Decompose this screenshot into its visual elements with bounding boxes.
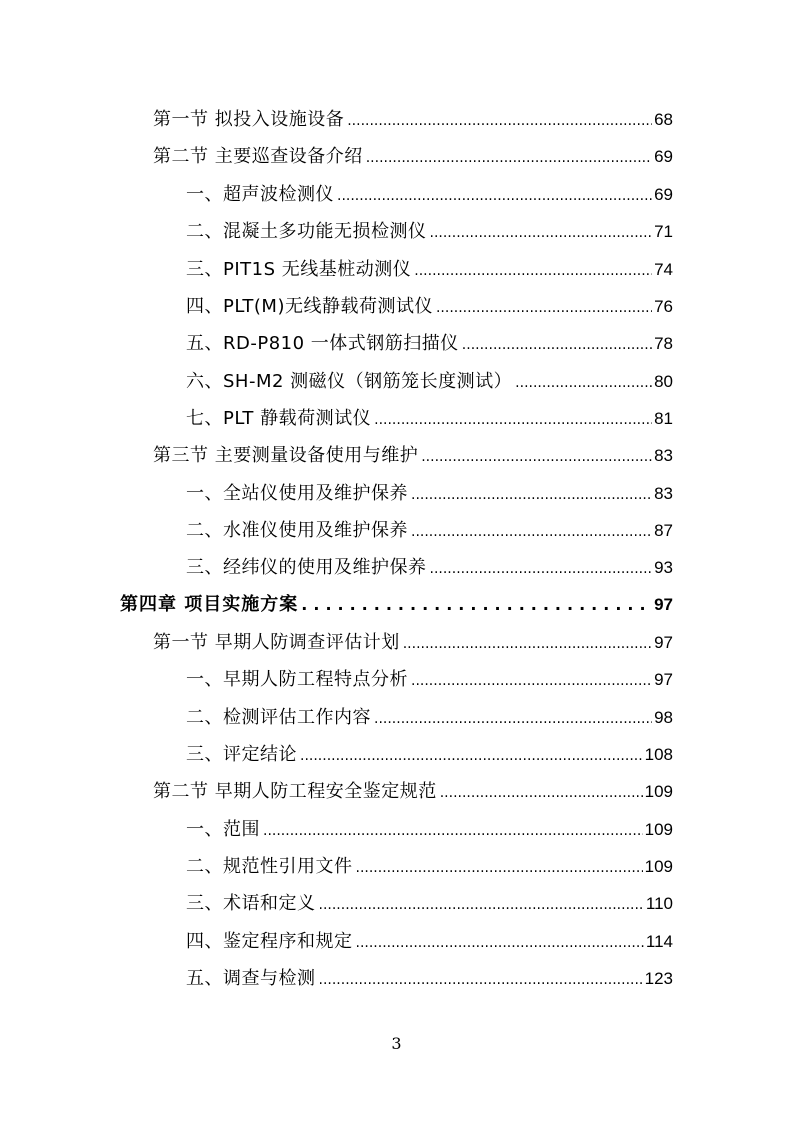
toc-entry-item[interactable]	[186, 256, 673, 284]
toc-entry-label: 三、术语和定义	[186, 893, 316, 914]
toc-entry-label: 四、PLT(M)无线静载荷测试仪	[186, 296, 433, 317]
toc-entry-label: 一、早期人防工程特点分析	[186, 669, 408, 690]
dot-leader	[421, 443, 652, 471]
toc-entry-label: 二、规范性引用文件	[186, 856, 353, 877]
toc-entry-item[interactable]	[186, 517, 673, 545]
toc-entry-page: 123	[644, 969, 673, 988]
toc-entry-item[interactable]	[186, 816, 673, 844]
toc-entry-label: 第三节 主要测量设备使用与维护	[153, 445, 419, 466]
dot-leader	[319, 891, 644, 919]
toc-entry-label: 一、范围	[186, 819, 260, 840]
dot-leader	[436, 294, 652, 322]
toc-entry-label: 二、混凝土多功能无损检测仪	[186, 221, 427, 242]
toc-entry-item[interactable]	[186, 965, 673, 993]
toc-entry-label: 六、SH-M2 测磁仪（钢筋笼长度测试）	[186, 371, 513, 392]
toc-entry-label: 第四章 项目实施方案	[120, 594, 299, 615]
toc-entry-page: 109	[644, 857, 673, 876]
toc-entry-page: 97	[654, 670, 673, 689]
dot-leader	[356, 854, 643, 882]
toc-entry-section[interactable]	[153, 629, 673, 657]
toc-entry-page: 98	[654, 708, 673, 727]
toc-entry-item[interactable]	[186, 554, 673, 582]
dot-leader	[414, 257, 652, 285]
dot-leader	[366, 144, 652, 172]
toc-entry-label: 一、超声波检测仪	[186, 184, 334, 205]
toc-entry-page: 83	[654, 484, 673, 503]
toc-entry-label: 第二节 主要巡查设备介绍	[153, 146, 363, 167]
toc-entry-page: 74	[654, 260, 673, 279]
toc-entry-chapter[interactable]	[120, 591, 673, 619]
dot-leader	[356, 929, 644, 957]
page-number: 3	[391, 1034, 402, 1053]
toc-entry-page: 87	[654, 521, 673, 540]
toc-entry-label: 三、经纬仪的使用及维护保养	[186, 557, 427, 578]
toc-entry-page: 69	[654, 147, 673, 166]
toc-entry-item[interactable]	[186, 181, 673, 209]
toc-entry-item[interactable]	[186, 853, 673, 881]
toc-entry-item[interactable]	[186, 741, 673, 769]
toc-entry-item[interactable]	[186, 218, 673, 246]
dot-leader	[462, 331, 652, 359]
dot-leader	[515, 369, 652, 397]
toc-entry-page: 110	[645, 894, 673, 913]
toc-entry-page: 114	[645, 932, 673, 951]
toc-entry-page: 97	[654, 633, 673, 652]
toc-entry-label: 一、全站仪使用及维护保养	[186, 483, 408, 504]
toc-entry-item[interactable]	[186, 368, 673, 396]
dot-leader	[347, 107, 652, 135]
dot-leader	[430, 555, 653, 583]
toc-entry-page: 69	[654, 185, 673, 204]
dot-leader	[430, 219, 653, 247]
toc-entry-label: 三、评定结论	[186, 744, 297, 765]
toc-entry-page: 81	[654, 409, 673, 428]
toc-entry-page: 109	[644, 782, 673, 801]
toc-entry-section[interactable]	[153, 778, 673, 806]
toc-entry-section[interactable]	[153, 442, 673, 470]
dot-leader	[374, 705, 652, 733]
toc-entry-item[interactable]	[186, 928, 673, 956]
toc-entry-item[interactable]	[186, 330, 673, 358]
toc-entry-item[interactable]	[186, 890, 673, 918]
dot-leader	[263, 817, 643, 845]
toc-entry-page: 83	[654, 446, 673, 465]
toc-entry-page: 97	[654, 595, 673, 614]
toc-entry-label: 二、水准仪使用及维护保养	[186, 520, 408, 541]
toc-entry-label: 第二节 早期人防工程安全鉴定规范	[153, 781, 437, 802]
dot-leader	[337, 182, 652, 210]
dot-leader	[440, 779, 643, 807]
dot-leader	[403, 630, 652, 658]
toc-entry-page: 109	[644, 820, 673, 839]
dot-leader	[374, 406, 652, 434]
dot-leader	[300, 742, 643, 770]
toc-entry-page: 78	[654, 334, 673, 353]
toc-entry-item[interactable]	[186, 666, 673, 694]
toc-entry-label: 五、调查与检测	[186, 968, 316, 989]
toc-entry-label: 三、PIT1S 无线基桩动测仪	[186, 259, 412, 280]
dot-leader	[411, 481, 652, 509]
toc-entry-page: 68	[654, 110, 673, 129]
toc-entry-item[interactable]	[186, 405, 673, 433]
toc-entry-label: 四、鉴定程序和规定	[186, 931, 353, 952]
dot-leader	[301, 591, 652, 619]
toc-entry-label: 七、PLT 静载荷测试仪	[186, 408, 372, 429]
toc-entry-item[interactable]	[186, 480, 673, 508]
toc-entry-page: 108	[644, 745, 673, 764]
toc-entry-page: 76	[654, 297, 673, 316]
toc-entry-label: 二、检测评估工作内容	[186, 707, 371, 728]
toc-entry-item[interactable]	[186, 704, 673, 732]
toc-entry-label: 第一节 拟投入设施设备	[153, 109, 345, 130]
toc-entry-label: 五、RD-P810 一体式钢筋扫描仪	[186, 333, 459, 354]
toc-entry-page: 80	[654, 372, 673, 391]
toc-entry-section[interactable]	[153, 106, 673, 134]
dot-leader	[411, 667, 652, 695]
toc-entry-section[interactable]	[153, 143, 673, 171]
toc-entry-label: 第一节 早期人防调查评估计划	[153, 632, 400, 653]
dot-leader	[319, 966, 643, 994]
toc-entry-page: 71	[654, 222, 673, 241]
toc-entry-page: 93	[654, 558, 673, 577]
toc-entry-item[interactable]	[186, 293, 673, 321]
dot-leader	[411, 518, 652, 546]
